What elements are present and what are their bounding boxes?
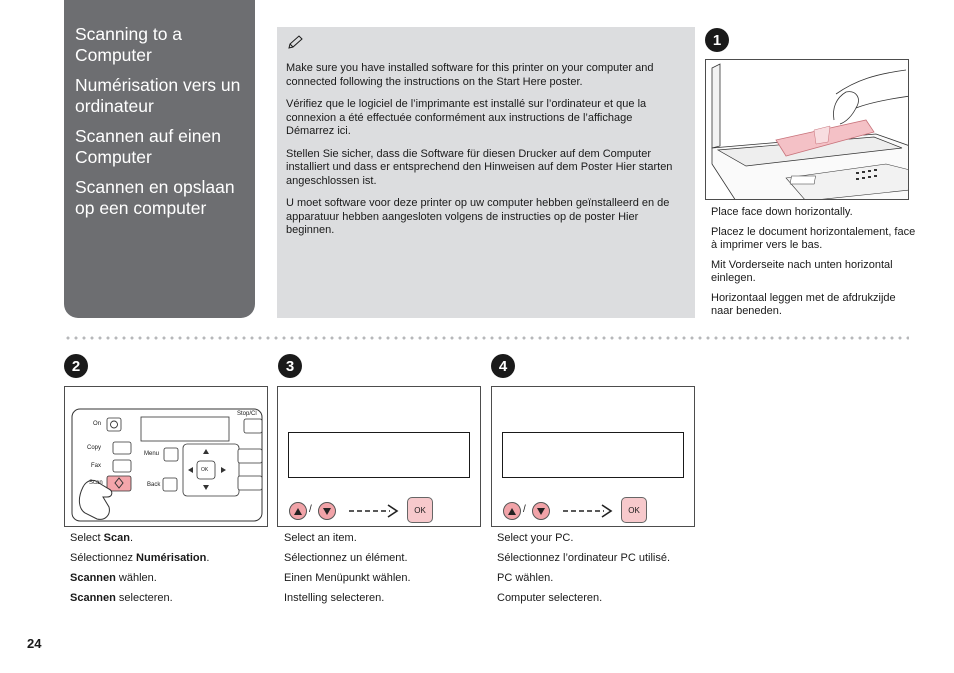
title-en: Scanning to a Computer: [75, 24, 183, 65]
dashed-arrow-icon: [348, 503, 400, 519]
panel-stop-label: Stop/Cl: [237, 411, 257, 417]
title-de: Scannen auf einen Computer: [75, 126, 221, 167]
step3-lcd-panel: [277, 386, 481, 527]
panel-scan-label: Scan: [89, 480, 103, 486]
step3-lcd-line1: [303, 477, 419, 478]
step4-de: PC wählen.: [497, 572, 554, 584]
step-number-4: 4: [491, 354, 515, 378]
panel-copy-label: Copy: [87, 445, 102, 451]
scanner-drawing: [706, 60, 909, 200]
step4-slash: /: [523, 504, 526, 515]
note-de: Stellen Sie sicher, dass die Software für diesen Drucker auf dem Computer installiert und dass er entsprechend den Hinweisen auf dem Poster Hier starten angeschlossen ist.: [286, 147, 673, 187]
control-panel-drawing: [65, 387, 268, 527]
step3-de: Einen Menüpunkt wählen.: [284, 572, 411, 584]
pencil-icon: [286, 35, 304, 51]
step3-lcd-screen: [288, 432, 470, 478]
ok-button: OK: [621, 497, 647, 523]
dotted-divider: [64, 336, 909, 340]
step4-nl: Computer selecteren.: [497, 592, 603, 604]
step4-lcd-line1: [507, 476, 679, 478]
panel-back-label: Back: [147, 482, 161, 488]
note-fr: Vérifiez que le logiciel de l’imprimante est installé sur l’ordinateur et que la connexion a été effectuée conformément aux instructions de l’affichage Démarrez ici.: [286, 98, 647, 137]
step-number-2: 2: [64, 354, 88, 378]
step3-fr: Sélectionnez un élément.: [284, 552, 408, 564]
panel-ok-label: OK: [201, 467, 209, 473]
step2-caption: [70, 532, 275, 612]
updown-icon: [293, 477, 303, 478]
up-arrow-button: [503, 502, 521, 520]
note-nl: U moet software voor deze printer op uw computer hebben geïnstalleerd en de apparatuur hebben aangesloten volgens de instructies op de poster Hier beginnen.: [286, 197, 670, 236]
panel-on-label: On: [93, 421, 102, 427]
page-number: 24: [27, 636, 42, 651]
step3-nl: Instelling selecteren.: [284, 592, 385, 604]
note-box: [277, 27, 695, 318]
title-nl: Scannen en opslaan op een computer: [75, 177, 235, 218]
step4-caption: [497, 532, 702, 612]
step4-lcd-panel: [491, 386, 695, 527]
down-arrow-icon: [323, 508, 331, 515]
section-title-box: [64, 0, 255, 318]
step3-caption: [284, 532, 489, 612]
step1-en: Place face down horizontally.: [711, 206, 853, 218]
step4-en: Select your PC.: [497, 532, 574, 544]
note-en: Make sure you have installed software for this printer on your computer and connected following the instructions on the Start Here poster.: [286, 62, 654, 88]
title-fr: Numérisation vers un ordinateur: [75, 75, 241, 116]
step1-caption: [711, 206, 916, 325]
down-arrow-button: [318, 502, 336, 520]
panel-fax-label: Fax: [91, 463, 102, 469]
step4-fr: Sélectionnez l’ordinateur PC utilisé.: [497, 552, 671, 564]
step2-en: Select Scan.: [70, 532, 133, 544]
down-arrow-button: [532, 502, 550, 520]
step-number-1: 1: [705, 28, 729, 52]
step-number-3: 3: [278, 354, 302, 378]
step1-de: Mit Vorderseite nach unten horizontal einlegen.: [711, 259, 893, 284]
step2-nl: Scannen selecteren.: [70, 592, 173, 604]
scanner-illustration: [705, 59, 909, 200]
step2-fr: Sélectionnez Numérisation.: [70, 552, 210, 564]
up-arrow-button: [289, 502, 307, 520]
down-arrow-icon: [537, 508, 545, 515]
control-panel-illustration: [64, 386, 268, 527]
ok-button: OK: [407, 497, 433, 523]
step1-fr: Placez le document horizontalement, face à imprimer vers le bas.: [711, 226, 916, 251]
step2-de: Scannen wählen.: [70, 572, 157, 584]
up-arrow-icon: [508, 508, 516, 515]
step3-en: Select an item.: [284, 532, 357, 544]
dashed-arrow-icon: [562, 503, 614, 519]
panel-menu-label: Menu: [144, 451, 160, 457]
up-arrow-icon: [294, 508, 302, 515]
step4-lcd-screen: [502, 432, 684, 478]
step1-nl: Horizontaal leggen met de afdrukzijde naar beneden.: [711, 292, 896, 317]
step3-slash: /: [309, 504, 312, 515]
